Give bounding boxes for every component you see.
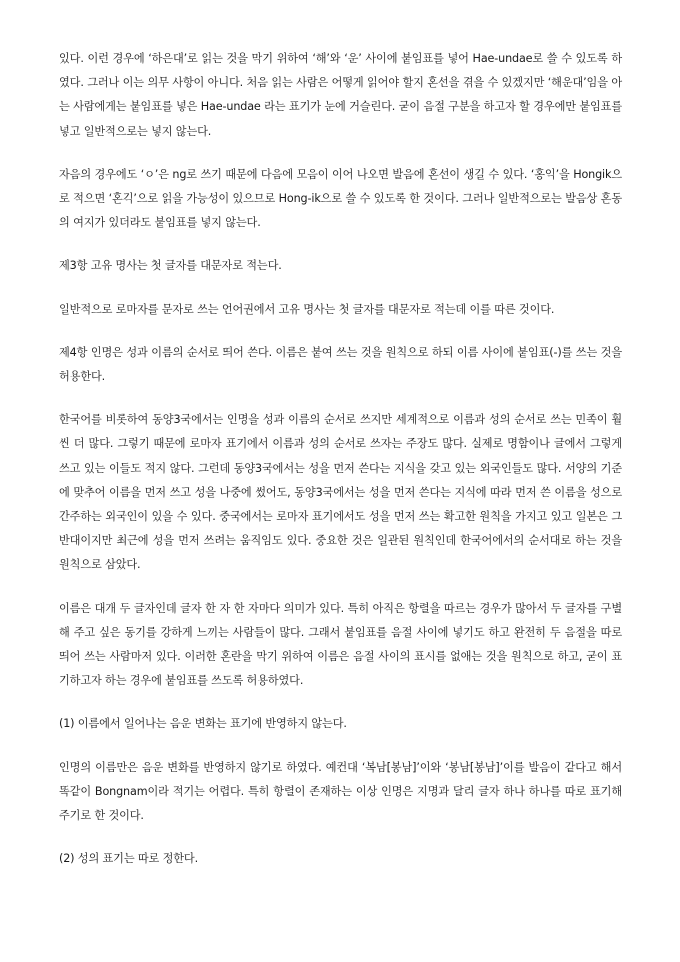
paragraph-name-order: 한국어를 비롯하여 동양3국에서는 인명을 성과 이름의 순서로 쓰지만 세계적으로 이름과 성의 순서로 쓰는 민족이 훨씬 더 많다. 그렇기 때문에 로마자 표기에서 이름과 성의 순서로 쓰자는 주장도 많다. 실제로 명함이나 글에서 그렇게 쓰고 있는 이들도 적지 않다. 그런데 동양3국에서는 성을 먼저 쓴다는 지식을 갖고 있는 외국인들도 많다. 서양의 기준에 맞추어 이름을 먼저 쓰고 성을 나중에 썼어도, 동양3국에서는 성을 먼저 쓴다는 지식에 따라 먼저 쓴 이름을 성으로 간주하는 외국인이 있을 수 있다. 중국에서는 로마자 표기에서도 성을 먼저 쓰는 확고한 원칙을 가지고 있고 일본은 그 반대이지만 최근에 성을 먼저 쓰려는 움직임도 있다. 중요한 것은 일관된 원칙인데 한국어에서의 순서대로 하는 것을 원칙으로 삼았다. — [59, 413, 622, 572]
paragraph-hyphen-vowel: 있다. 이런 경우에 ‘하은대’로 읽는 것을 막기 위하여 ‘해’와 ‘운’ 사이에 붙임표를 넣어 Hae-undae로 쓸 수 있도록 하였다. 그러나 이는 의무 사항이 아니다. 처음 읽는 사람은 어떻게 읽어야 할지 혼선을 겪을 수 있겠지만 ‘해운대’임을 아는 사람에게는 붙임표를 넣은 Hae-undae 라는 표기가 눈에 거슬린다. 굳이 음절 구분을 하고자 할 경우에만 붙임표를 넣고 일반적으로는 넣지 않는다. — [59, 52, 622, 138]
rule-3-heading: 제3항 고유 명사는 첫 글자를 대문자로 적는다. — [59, 259, 282, 273]
rule-4-item-1: (1) 이름에서 일어나는 음운 변화는 표기에 반영하지 않는다. — [59, 717, 347, 731]
paragraph-hyphen-consonant: 자음의 경우에도 ‘ㅇ’은 ng로 쓰기 때문에 다음에 모음이 이어 나오면 발음에 혼선이 생길 수 있다. ‘홍익’을 Hongik으로 적으면 ‘혼긱’으로 읽을 가능성이 있으므로 Hong-ik으로 쓸 수 있도록 한 것이다. 그러나 일반적으로는 발음상 혼동의 여지가 있더라도 붙임표를 넣지 않는다. — [59, 167, 622, 230]
document-page — [59, 47, 622, 890]
rule-4-heading: 제4항 인명은 성과 이름의 순서로 띄어 쓴다. 이름은 붙여 쓰는 것을 원칙으로 하되 이름 사이에 붙임표(-)를 쓰는 것을 허용한다. — [59, 345, 622, 384]
rule-4-item-2: (2) 성의 표기는 따로 정한다. — [59, 852, 198, 866]
paragraph-rule-3-explanation: 일반적으로 로마자를 문자로 쓰는 언어권에서 고유 명사는 첫 글자를 대문자로 적는데 이를 따른 것이다. — [59, 302, 555, 316]
paragraph-given-name-syllables: 이름은 대개 두 글자인데 글자 한 자 한 자마다 의미가 있다. 특히 아직은 항렬을 따르는 경우가 많아서 두 글자를 구별해 주고 싶은 동기를 강하게 느끼는 사람들이 많다. 그래서 붙임표를 음절 사이에 넣기도 하고 완전히 두 음절을 따로 띄어 쓰는 사람마저 있다. 이러한 혼란을 막기 위하여 이름은 음절 사이의 표시를 없애는 것을 원칙으로 하고, 굳이 표기하고자 하는 경우에 붙임표를 쓰도록 허용하였다. — [59, 601, 622, 688]
paragraph-item-1-explanation: 인명의 이름만은 음운 변화를 반영하지 않기로 하였다. 예컨대 ‘복남[봉남]’이와 ‘봉남[봉남]’이를 발음이 같다고 해서 똑같이 Bongnam이라 적기는 어렵다. 특히 항렬이 존재하는 이상 인명은 지명과 달리 글자 하나 하나를 따로 표기해 주기로 한 것이다. — [59, 760, 622, 823]
